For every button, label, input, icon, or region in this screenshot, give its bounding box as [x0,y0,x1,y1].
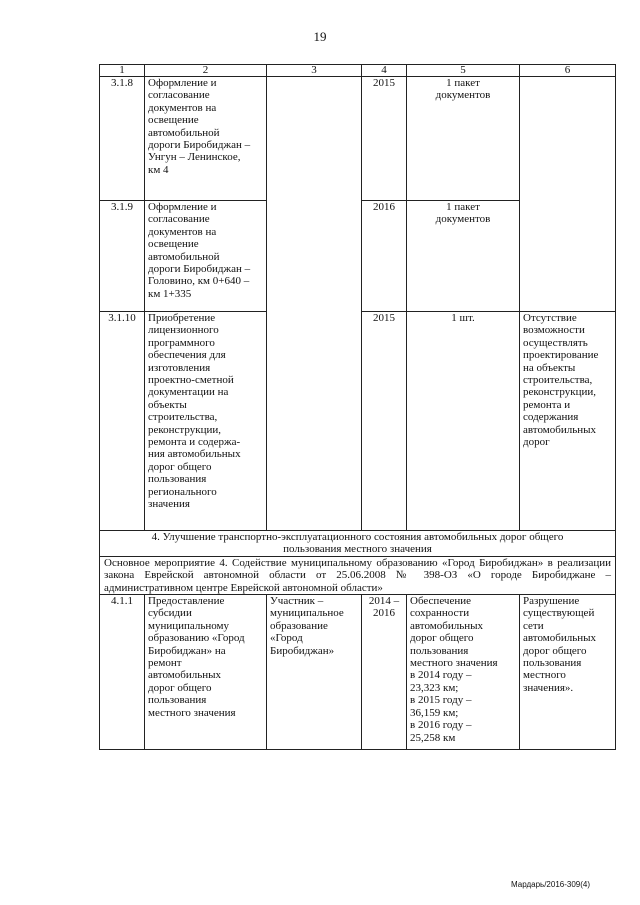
text-line: дорог общего [148,681,212,694]
text-line: строительства, [523,374,593,387]
text-line: осуществлять [523,336,588,349]
text-line: Унгун – Ленинское, [148,151,241,164]
text-line: изготовления [148,361,211,374]
text-line: в 2014 году – [410,669,472,682]
result-cell [407,201,520,312]
main-event-row [100,556,616,594]
text-line: автомобильных [523,423,596,436]
column-header: 2 [145,65,267,77]
text-line: объекты [148,398,187,411]
text-line: сохранности [410,607,470,620]
measure-name [145,312,267,531]
text-line: «Город [270,632,303,645]
table-row [100,595,616,750]
text-line: на объекты [523,361,576,374]
text-line: ния автомобильных [148,448,241,461]
risk-cell [520,77,616,312]
text-line: пользования [148,473,207,486]
page-number: 19 [313,29,327,44]
text-line: документов [435,89,491,102]
section-title [100,531,616,557]
text-line: документов на [148,225,217,238]
text-line: Головино, км 0+640 – [148,275,250,288]
text-line: в 2015 году – [410,694,472,707]
text-line: пользования [148,694,207,707]
table-header-row [100,65,616,77]
text-line: 1 шт. [451,312,475,324]
measure-name [145,77,267,201]
text-line: лицензионного [148,324,219,337]
text-line: Биробиджан» [270,644,335,657]
text-line: дороги Биробиджан – [148,263,251,276]
text-line: пользования [523,657,582,670]
text-line: существующей [523,607,595,620]
result-cell [407,595,520,750]
text-line: значения [148,498,190,511]
text-line: ремонта и содержа- [148,436,241,449]
text-line: Приобретение [148,312,216,324]
text-line: 2014 – [368,595,400,608]
table-row [100,77,616,201]
text-line: реконструкции, [523,386,596,399]
participant-cell [267,595,362,750]
text-line: дорог общего [523,644,587,657]
text-line: автомобильной [148,250,220,263]
year-cell: 2015 [362,312,407,531]
text-line: проектно-сметной [148,374,234,387]
row-number: 3.1.10 [100,312,145,531]
row-number: 3.1.9 [100,201,145,312]
text-line: Разрушение [523,595,580,608]
text-line: Биробиджан» на [148,644,226,657]
text-line: пользования местного значения [283,543,432,556]
text-line: документов [435,213,491,226]
text-line: 4. Улучшение транспортно-эксплуатационного состояния автомобильных дорог общего [151,531,564,543]
text-line: субсидии [148,607,192,620]
result-cell [407,77,520,201]
year-cell: 2016 [362,201,407,312]
section-title-row [100,531,616,557]
text-line: дороги Биробиджан – [148,139,251,152]
text-line: ремонт [148,657,182,670]
text-line: проектирование [523,349,599,362]
column-header: 1 [100,65,145,77]
measures-table [99,64,616,750]
text-line: Предоставление [148,595,225,608]
text-line: реконструкции, [148,423,221,436]
text-line: 23,323 км; [410,681,459,694]
text-line: 36,159 км; [410,706,459,719]
text-line: муниципальному [148,619,230,632]
text-line: возможности [523,324,585,337]
text-line: Отсутствие [523,312,577,324]
text-line: км 1+335 [148,287,192,300]
text-line: освещение [148,114,199,127]
measure-name [145,201,267,312]
text-line: Обеспечение [410,595,471,608]
measure-name [145,595,267,750]
text-line: значения». [523,681,574,694]
result-cell [407,312,520,531]
text-line: документации на [148,386,229,399]
text-line: образование [270,619,328,632]
risk-cell [520,595,616,750]
row-number: 3.1.8 [100,77,145,201]
text-line: автомобильной [148,126,220,139]
text-line: освещение [148,238,199,251]
text-line: содержания [523,411,579,424]
column-header: 6 [520,65,616,77]
year-cell: 2015 [362,77,407,201]
text-line: дорог общего [410,632,474,645]
text-line: согласование [148,89,210,102]
text-line: согласование [148,213,210,226]
text-line: регионального [148,485,217,498]
text-line: образованию «Город [148,632,245,645]
text-line: обеспечения для [148,349,226,362]
text-line: 2016 [373,607,395,620]
text-line: строительства, [148,411,218,424]
text-line: местного значения [410,657,498,670]
text-line: в 2016 году – [410,719,472,732]
text-line: Оформление и [148,201,217,213]
text-line: ремонта и [523,398,571,411]
text-line: Оформление и [148,77,217,89]
text-line: автомобильных [410,619,483,632]
text-line: 25,258 км [410,731,456,744]
text-line: программного [148,336,215,349]
text-line: дорог [523,436,550,449]
text-line: местного значения [148,706,236,719]
column-header: 3 [267,65,362,77]
text-line: сети [523,619,544,632]
text-line: документов на [148,101,217,114]
main-event-text: Основное мероприятие 4. Содействие муниципальному образованию «Город Биробиджан» в реализации закона Еврейской автономной области от 25.06.2008 № 398-ОЗ «О городе Биробиджане – административном центре Еврейской автономной области» [100,556,616,594]
column-header: 5 [407,65,520,77]
row-number: 4.1.1 [100,595,145,750]
text-line: пользования [410,644,469,657]
text-line: дорог общего [148,460,212,473]
text-line: автомобильных [523,632,596,645]
text-line: км 4 [148,163,169,176]
risk-cell [520,312,616,531]
year-cell [362,595,407,750]
text-line: Участник – [270,595,324,608]
text-line: местного [523,669,566,682]
text-line: 1 пакет [446,77,480,89]
text-line: автомобильных [148,669,221,682]
text-line: 1 пакет [446,201,480,213]
text-line: муниципальное [270,607,344,620]
participant-cell [267,77,362,531]
column-header: 4 [362,65,407,77]
document-code: Мардарь/2016-309(4) [511,880,591,889]
